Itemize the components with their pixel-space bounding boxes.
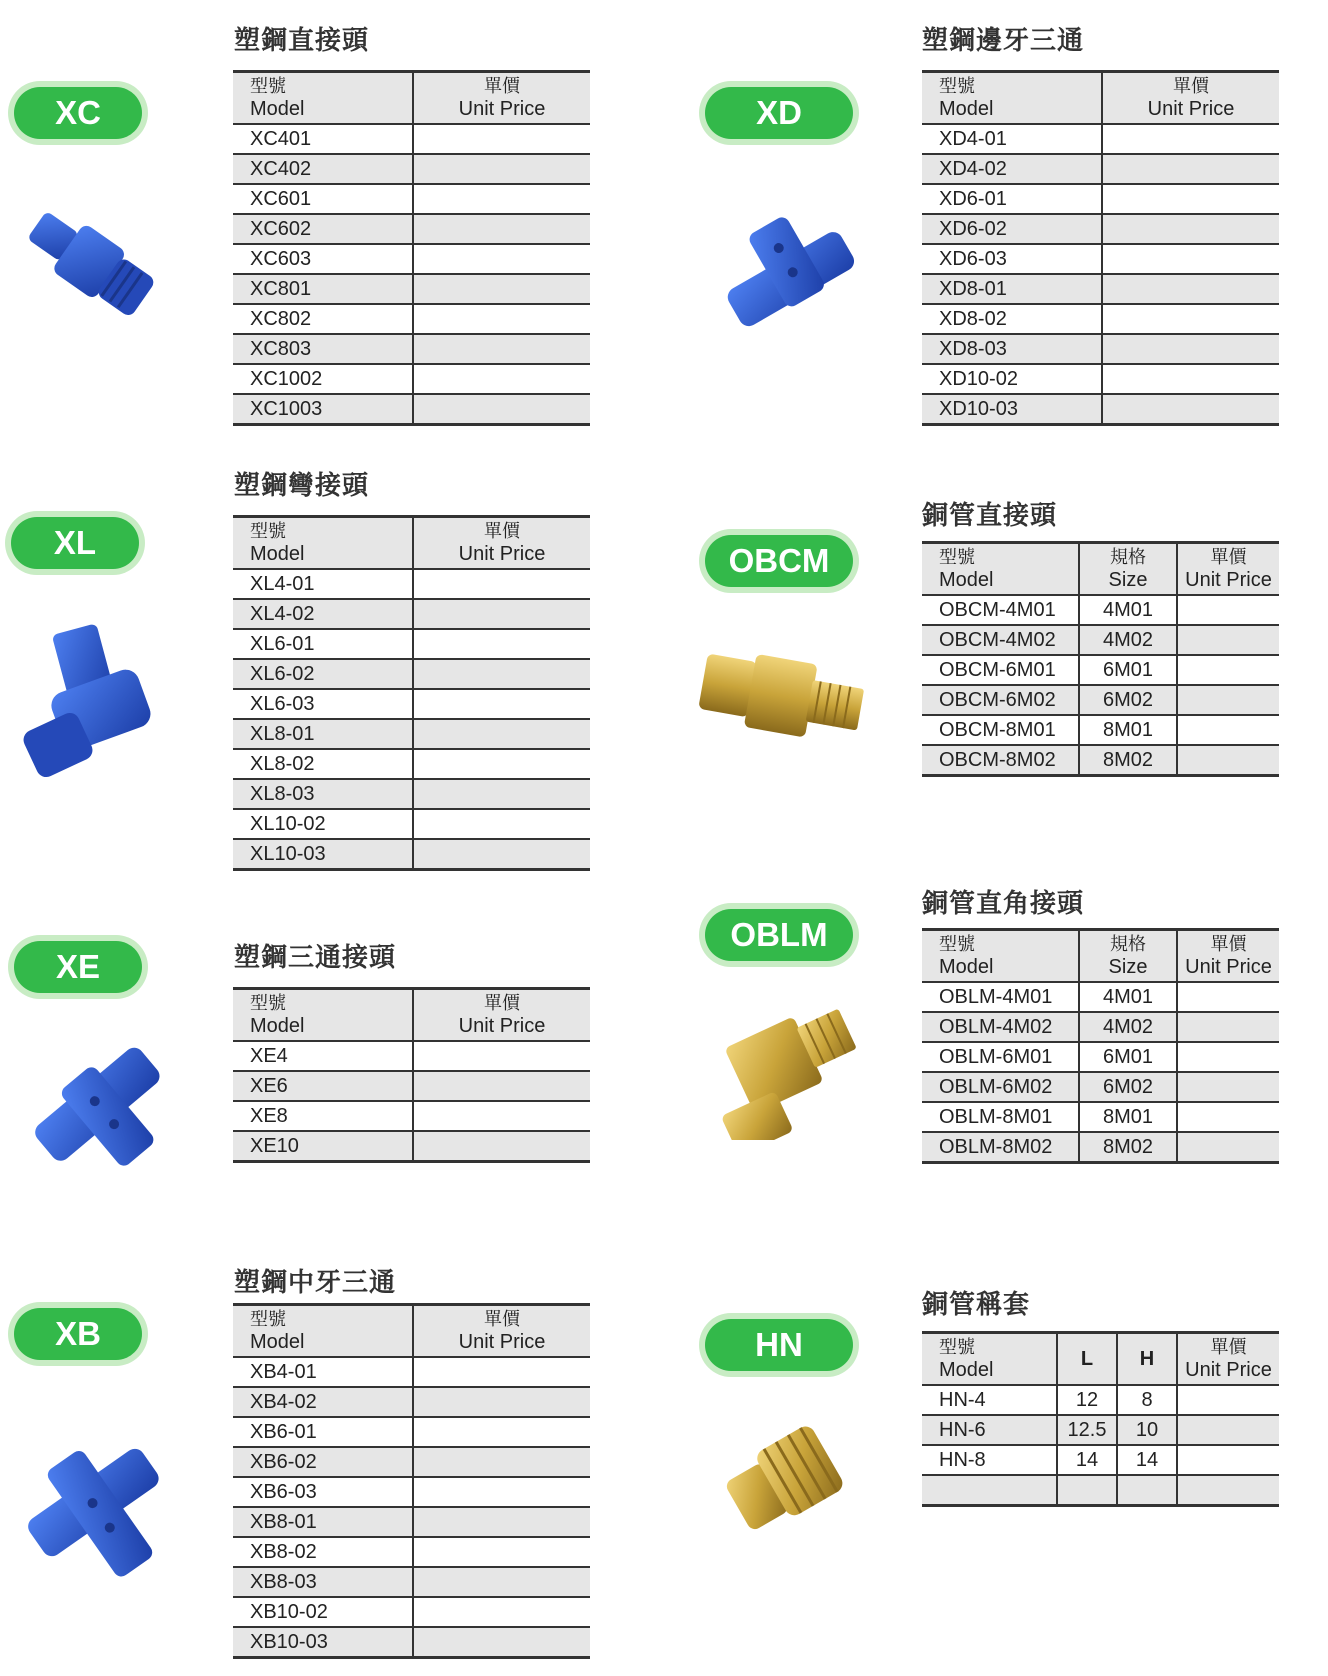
table-row (922, 595, 1279, 625)
unit-price-cell (1177, 1072, 1279, 1102)
header-label-en: Model (939, 98, 994, 120)
table-row (233, 1387, 590, 1417)
unit-price-cell (413, 1477, 590, 1507)
table-row (233, 184, 590, 214)
header-label-zh: 單價 (1210, 1337, 1247, 1358)
table-row (233, 749, 590, 779)
header-label-en: Unit Price (458, 1331, 546, 1353)
unit-price-cell (413, 154, 590, 184)
table-row (922, 1072, 1279, 1102)
h-cell: 8 (1117, 1385, 1177, 1415)
header-label-zh: 型號 (250, 993, 286, 1014)
table-row (233, 779, 590, 809)
size-cell: 8M01 (1079, 715, 1177, 745)
unit-price-cell (413, 304, 590, 334)
header-label-en: Size (1108, 569, 1148, 591)
unit-price-cell (413, 1417, 590, 1447)
table-row (922, 685, 1279, 715)
price-table-oblm (922, 928, 1279, 1164)
model-cell: XC402 (233, 154, 413, 184)
unit-price-cell (1102, 154, 1279, 184)
product-image-xc (15, 195, 165, 330)
model-cell: XL4-01 (233, 569, 413, 599)
model-cell: XL8-03 (233, 779, 413, 809)
model-cell: XB4-02 (233, 1387, 413, 1417)
table-row (922, 334, 1279, 364)
size-cell: 4M02 (1079, 625, 1177, 655)
table-row (233, 719, 590, 749)
header-l: L (1057, 1333, 1117, 1386)
model-cell: XE8 (233, 1101, 413, 1131)
header-label-en: Unit Price (1147, 98, 1235, 120)
size-cell: 6M01 (1079, 1042, 1177, 1072)
unit-price-cell (413, 659, 590, 689)
model-cell: XC401 (233, 124, 413, 154)
unit-price-cell (413, 1101, 590, 1131)
model-cell: XB8-01 (233, 1507, 413, 1537)
header-unit-price (1177, 543, 1279, 596)
unit-price-cell (413, 244, 590, 274)
header-label-zh: 型號 (939, 76, 975, 97)
unit-price-cell (413, 569, 590, 599)
table-row (922, 1445, 1279, 1475)
table-row (233, 1417, 590, 1447)
table-row (233, 629, 590, 659)
model-cell: OBLM-6M01 (922, 1042, 1079, 1072)
unit-price-cell (1177, 1475, 1279, 1506)
unit-price-cell (1177, 595, 1279, 625)
model-cell: XB10-02 (233, 1597, 413, 1627)
table-row (233, 1357, 590, 1387)
unit-price-cell (1177, 982, 1279, 1012)
badge-xb: XB (14, 1308, 142, 1360)
table-row (233, 599, 590, 629)
table-row (922, 244, 1279, 274)
header-unit-price (1177, 1333, 1279, 1386)
header-label-zh: 單價 (1173, 76, 1209, 97)
model-cell: XD10-02 (922, 364, 1102, 394)
unit-price-cell (413, 184, 590, 214)
header-size (1079, 543, 1177, 596)
header-label-en: Size (1108, 956, 1148, 978)
title-obcm: 銅管直接頭 (922, 501, 1058, 531)
header-model (233, 72, 413, 125)
title-xc: 塑鋼直接頭 (234, 26, 370, 56)
price-table-xd (922, 70, 1279, 426)
badge-xc: XC (14, 87, 142, 139)
model-cell: XB8-03 (233, 1567, 413, 1597)
header-model (922, 1333, 1057, 1386)
table-row (233, 394, 590, 425)
unit-price-cell (1102, 244, 1279, 274)
model-cell: XB4-01 (233, 1357, 413, 1387)
header-model (922, 930, 1079, 983)
model-cell: XB10-03 (233, 1627, 413, 1658)
unit-price-cell (413, 1567, 590, 1597)
header-label-en: Model (250, 1015, 305, 1037)
model-cell: OBLM-6M02 (922, 1072, 1079, 1102)
l-cell: 12.5 (1057, 1415, 1117, 1445)
header-model (233, 989, 413, 1042)
unit-price-cell (1102, 304, 1279, 334)
table-row (233, 659, 590, 689)
table-row (922, 1415, 1279, 1445)
table-row (922, 1012, 1279, 1042)
size-cell: 6M02 (1079, 1072, 1177, 1102)
header-label-en: Unit Price (458, 1015, 546, 1037)
table-row (922, 154, 1279, 184)
unit-price-cell (413, 629, 590, 659)
table-row (233, 1477, 590, 1507)
model-cell: XE6 (233, 1071, 413, 1101)
table-row (233, 1101, 590, 1131)
table-row (233, 244, 590, 274)
unit-price-cell (1177, 1445, 1279, 1475)
header-label-zh: 單價 (484, 993, 520, 1014)
model-cell: OBCM-8M01 (922, 715, 1079, 745)
table-row (922, 214, 1279, 244)
badge-obcm: OBCM (705, 535, 853, 587)
badge-xl: XL (11, 517, 139, 569)
unit-price-cell (413, 809, 590, 839)
table-row (922, 304, 1279, 334)
size-cell: 6M01 (1079, 655, 1177, 685)
model-cell: XC602 (233, 214, 413, 244)
model-cell: OBCM-6M02 (922, 685, 1079, 715)
table-row (233, 1071, 590, 1101)
header-label-zh: 型號 (939, 934, 975, 955)
table-row (233, 839, 590, 870)
table-row (922, 1475, 1279, 1506)
model-cell: XL6-01 (233, 629, 413, 659)
unit-price-cell (413, 274, 590, 304)
header-label-zh: 單價 (484, 76, 520, 97)
badge-xd: XD (705, 87, 853, 139)
unit-price-cell (413, 1131, 590, 1162)
unit-price-cell (1177, 1042, 1279, 1072)
model-cell: XE10 (233, 1131, 413, 1162)
unit-price-cell (413, 364, 590, 394)
header-label-zh: 單價 (484, 521, 520, 542)
size-cell: 4M01 (1079, 595, 1177, 625)
header-label-en: Model (939, 956, 994, 978)
unit-price-cell (1177, 1385, 1279, 1415)
model-cell: XC1003 (233, 394, 413, 425)
unit-price-cell (1102, 274, 1279, 304)
product-image-xd (720, 205, 865, 345)
product-image-xl (20, 620, 155, 785)
model-cell: XL8-01 (233, 719, 413, 749)
unit-price-cell (1102, 394, 1279, 425)
model-cell: XD4-01 (922, 124, 1102, 154)
h-cell: 10 (1117, 1415, 1177, 1445)
unit-price-cell (413, 214, 590, 244)
unit-price-cell (1177, 745, 1279, 776)
product-image-xe (28, 1030, 168, 1180)
table-row (922, 745, 1279, 776)
model-cell: HN-8 (922, 1445, 1057, 1475)
unit-price-cell (1102, 214, 1279, 244)
unit-price-cell (413, 719, 590, 749)
badge-oblm: OBLM (705, 909, 853, 961)
price-table-hn (922, 1331, 1279, 1507)
header-unit-price (413, 72, 590, 125)
table-row (233, 1447, 590, 1477)
model-cell: OBCM-4M02 (922, 625, 1079, 655)
title-oblm: 銅管直角接頭 (922, 889, 1085, 919)
unit-price-cell (1177, 1132, 1279, 1163)
model-cell: XL8-02 (233, 749, 413, 779)
title-xe: 塑鋼三通接頭 (234, 943, 397, 973)
model-cell: XB8-02 (233, 1537, 413, 1567)
header-label-zh: 型號 (250, 1309, 286, 1330)
model-cell: HN-4 (922, 1385, 1057, 1415)
table-row (233, 304, 590, 334)
unit-price-cell (1177, 1012, 1279, 1042)
model-cell: HN-6 (922, 1415, 1057, 1445)
price-table-xb (233, 1303, 590, 1659)
unit-price-cell (413, 1537, 590, 1567)
model-cell: XC603 (233, 244, 413, 274)
unit-price-cell (413, 1507, 590, 1537)
unit-price-cell (1177, 715, 1279, 745)
unit-price-cell (413, 1071, 590, 1101)
header-label-en: Model (250, 1331, 305, 1353)
unit-price-cell (413, 689, 590, 719)
unit-price-cell (413, 599, 590, 629)
header-h: H (1117, 1333, 1177, 1386)
model-cell: XL6-03 (233, 689, 413, 719)
table-row (233, 364, 590, 394)
table-row (922, 184, 1279, 214)
header-label-en: Unit Price (1185, 569, 1272, 591)
h-cell (1117, 1475, 1177, 1506)
unit-price-cell (1177, 1415, 1279, 1445)
product-image-obcm (695, 645, 870, 755)
model-cell (922, 1475, 1057, 1506)
size-cell: 4M02 (1079, 1012, 1177, 1042)
unit-price-cell (413, 1447, 590, 1477)
header-label-en: Unit Price (1185, 1359, 1272, 1381)
title-xb: 塑鋼中牙三通 (234, 1268, 397, 1298)
table-row (922, 1132, 1279, 1163)
header-label-en: Model (939, 569, 994, 591)
table-row (233, 154, 590, 184)
model-cell: XB6-01 (233, 1417, 413, 1447)
l-cell (1057, 1475, 1117, 1506)
model-cell: XD4-02 (922, 154, 1102, 184)
price-table-xe (233, 987, 590, 1163)
header-model (922, 543, 1079, 596)
unit-price-cell (413, 779, 590, 809)
model-cell: OBCM-4M01 (922, 595, 1079, 625)
model-cell: XL10-03 (233, 839, 413, 870)
header-unit-price (1102, 72, 1279, 125)
table-row (922, 655, 1279, 685)
model-cell: XB6-03 (233, 1477, 413, 1507)
header-label-zh: 單價 (1210, 547, 1247, 568)
unit-price-cell (1177, 625, 1279, 655)
table-row (922, 625, 1279, 655)
size-cell: 8M02 (1079, 745, 1177, 776)
model-cell: OBLM-4M01 (922, 982, 1079, 1012)
model-cell: XB6-02 (233, 1447, 413, 1477)
unit-price-cell (1102, 364, 1279, 394)
unit-price-cell (413, 124, 590, 154)
unit-price-cell (1102, 334, 1279, 364)
table-row (233, 569, 590, 599)
table-row (922, 982, 1279, 1012)
header-label-zh: 單價 (1210, 934, 1247, 955)
unit-price-cell (413, 1627, 590, 1658)
header-model (922, 72, 1102, 125)
unit-price-cell (413, 1597, 590, 1627)
unit-price-cell (413, 394, 590, 425)
model-cell: XL6-02 (233, 659, 413, 689)
model-cell: OBCM-8M02 (922, 745, 1079, 776)
unit-price-cell (413, 1387, 590, 1417)
badge-hn: HN (705, 1319, 853, 1371)
price-table-xc (233, 70, 590, 426)
model-cell: OBCM-6M01 (922, 655, 1079, 685)
header-unit-price (1177, 930, 1279, 983)
model-cell: XL4-02 (233, 599, 413, 629)
header-unit-price (413, 1305, 590, 1358)
l-cell: 12 (1057, 1385, 1117, 1415)
model-cell: XC801 (233, 274, 413, 304)
model-cell: OBLM-8M01 (922, 1102, 1079, 1132)
product-image-xb (24, 1420, 169, 1595)
header-label-zh: 型號 (250, 76, 286, 97)
size-cell: 8M01 (1079, 1102, 1177, 1132)
table-row (233, 214, 590, 244)
header-label-zh: 規格 (1110, 547, 1146, 568)
unit-price-cell (1177, 1102, 1279, 1132)
product-image-oblm (700, 1005, 870, 1140)
table-row (233, 809, 590, 839)
header-label-zh: 單價 (484, 1309, 520, 1330)
header-label-zh: 型號 (939, 1337, 975, 1358)
header-unit-price (413, 517, 590, 570)
header-label-en: Unit Price (458, 98, 546, 120)
table-row (233, 689, 590, 719)
header-unit-price (413, 989, 590, 1042)
header-label-en: Model (250, 543, 305, 565)
header-label-en: Unit Price (1185, 956, 1272, 978)
table-row (233, 1041, 590, 1071)
table-row (922, 1102, 1279, 1132)
price-table-obcm (922, 541, 1279, 777)
table-row (233, 1597, 590, 1627)
product-image-hn (720, 1420, 845, 1540)
header-label-en: Model (250, 98, 305, 120)
model-cell: XE4 (233, 1041, 413, 1071)
unit-price-cell (413, 839, 590, 870)
table-row (233, 334, 590, 364)
header-label-zh: 型號 (939, 547, 975, 568)
header-label-en: Unit Price (458, 543, 546, 565)
table-row (233, 1627, 590, 1658)
model-cell: XD6-03 (922, 244, 1102, 274)
model-cell: XC803 (233, 334, 413, 364)
header-model (233, 517, 413, 570)
table-row (233, 1131, 590, 1162)
price-table-xl (233, 515, 590, 871)
model-cell: OBLM-4M02 (922, 1012, 1079, 1042)
size-cell: 8M02 (1079, 1132, 1177, 1163)
unit-price-cell (413, 749, 590, 779)
model-cell: XD8-02 (922, 304, 1102, 334)
table-row (922, 1042, 1279, 1072)
table-row (233, 1567, 590, 1597)
table-row (922, 715, 1279, 745)
size-cell: 4M01 (1079, 982, 1177, 1012)
size-cell: 6M02 (1079, 685, 1177, 715)
table-row (922, 1385, 1279, 1415)
title-xd: 塑鋼邊牙三通 (922, 26, 1085, 56)
badge-xe: XE (14, 941, 142, 993)
unit-price-cell (1102, 184, 1279, 214)
title-xl: 塑鋼彎接頭 (234, 471, 370, 501)
unit-price-cell (1102, 124, 1279, 154)
header-label-zh: 規格 (1110, 934, 1146, 955)
header-model (233, 1305, 413, 1358)
table-row (922, 364, 1279, 394)
unit-price-cell (413, 1357, 590, 1387)
model-cell: XD8-03 (922, 334, 1102, 364)
table-row (233, 1507, 590, 1537)
model-cell: XL10-02 (233, 809, 413, 839)
title-hn: 銅管稱套 (922, 1290, 1031, 1320)
model-cell: XD8-01 (922, 274, 1102, 304)
model-cell: XC601 (233, 184, 413, 214)
l-cell: 14 (1057, 1445, 1117, 1475)
header-size (1079, 930, 1177, 983)
model-cell: XC802 (233, 304, 413, 334)
table-row (922, 394, 1279, 425)
table-row (233, 1537, 590, 1567)
unit-price-cell (1177, 685, 1279, 715)
model-cell: XD6-01 (922, 184, 1102, 214)
table-row (233, 274, 590, 304)
unit-price-cell (413, 1041, 590, 1071)
unit-price-cell (413, 334, 590, 364)
header-label-zh: 型號 (250, 521, 286, 542)
model-cell: OBLM-8M02 (922, 1132, 1079, 1163)
model-cell: XD10-03 (922, 394, 1102, 425)
table-row (922, 274, 1279, 304)
unit-price-cell (1177, 655, 1279, 685)
table-row (922, 124, 1279, 154)
model-cell: XD6-02 (922, 214, 1102, 244)
h-cell: 14 (1117, 1445, 1177, 1475)
header-label-en: Model (939, 1359, 994, 1381)
table-row (233, 124, 590, 154)
model-cell: XC1002 (233, 364, 413, 394)
